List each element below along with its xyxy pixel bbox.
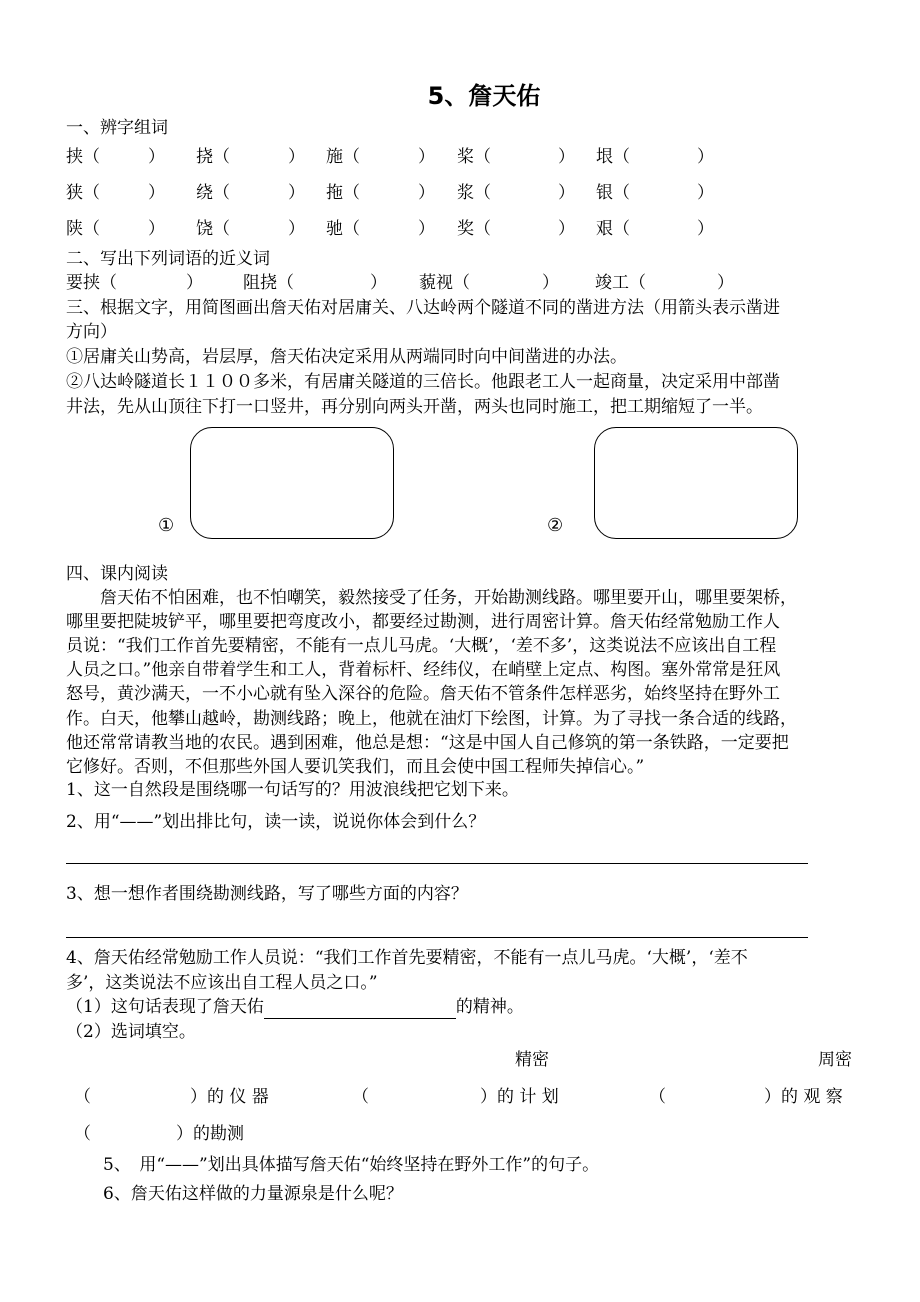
question-4-sub1 (66, 995, 524, 1019)
synonym-item[interactable]: 要挟（ (66, 273, 117, 293)
synonym-item-close: ） (542, 273, 559, 293)
char-cell-close: ） (558, 183, 575, 203)
char-cell[interactable]: 挠（ (196, 147, 230, 167)
synonym-item-close: ） (717, 273, 734, 293)
passage-line: 詹天佑不怕困难，也不怕嘲笑，毅然接受了任务，开始勘测线路。哪里要开山，哪里要架桥， (66, 588, 797, 608)
fill-blank-4-close: ）的勘测 (176, 1124, 244, 1144)
tunnel-point-2-cont: 井法，先从山顶往下打一口竖井，再分别向两头开凿，两头也同时施工，把工期缩短了一半。 (66, 397, 763, 417)
tunnel-point-2: ②八达岭隧道长１１００多米，有居庸关隧道的三倍长。他跟老工人一起商量，决定采用中部凿 (66, 372, 780, 392)
answer-line-2[interactable] (66, 863, 808, 864)
synonym-item[interactable]: 竣工（ (595, 273, 646, 293)
spirit-answer-blank[interactable] (264, 1000, 456, 1019)
passage-line: 人员之口。”他亲自带着学生和工人，背着标杆、经纬仪，在峭壁上定点、构图。塞外常常是狂风 (66, 660, 781, 681)
char-cell[interactable]: 施（ (326, 147, 360, 167)
char-cell-close: ） (697, 219, 714, 239)
drawing-box-2[interactable] (594, 427, 798, 539)
passage-line: 他还常常请教当地的农民。遇到困难，他总是想：“这是中国人自己修筑的第一条铁路，一定要把 (66, 732, 789, 753)
fill-blank-3-close: ）的 观 察 (764, 1087, 843, 1107)
question-3: 3、想一想作者围绕勘测线路，写了哪些方面的内容？ (66, 884, 468, 904)
synonym-item-close: ） (186, 273, 203, 293)
char-cell-close: ） (148, 147, 165, 167)
fill-blank-1-open[interactable]: （ (74, 1087, 91, 1107)
passage-line: 怒号，黄沙满天，一不小心就有坠入深谷的危险。詹天佑不管条件怎样恶劣，始终坚持在野外工 (66, 684, 780, 705)
section1-heading: 一、辨字组词 (66, 118, 168, 138)
char-cell[interactable]: 绕（ (196, 183, 230, 203)
fill-blank-1-close: ）的 仪 器 (190, 1087, 269, 1107)
section2-heading: 二、写出下列词语的近义词 (66, 249, 270, 269)
char-cell-close: ） (418, 147, 435, 167)
char-cell[interactable]: 奖（ (457, 219, 491, 239)
char-cell[interactable]: 浆（ (457, 183, 491, 203)
question-4-sub1-prefix: （1）这句话表现了詹天佑 (66, 997, 264, 1017)
synonym-item-close: ） (370, 273, 387, 293)
char-cell-close: ） (288, 219, 305, 239)
section3-heading: 三、根据文字，用简图画出詹天佑对居庸关、八达岭两个隧道不同的凿进方法（用箭头表示凿进 (66, 298, 780, 318)
char-cell[interactable]: 陕（ (66, 219, 100, 239)
word-option-2: 周密 (818, 1050, 852, 1070)
fill-blank-2-open[interactable]: （ (352, 1087, 369, 1107)
tunnel-point-1: ①居庸关山势高，岩层厚，詹天佑决定采用从两端同时向中间凿进的办法。 (66, 347, 627, 367)
char-cell-close: ） (418, 219, 435, 239)
question-4-cont: 多’，这类说法不应该出自工程人员之口。” (66, 973, 378, 993)
section4-heading: 四、课内阅读 (66, 564, 168, 584)
drawing-box-2-label: ② (547, 515, 564, 536)
page-title: 5、詹天佑 (427, 82, 541, 110)
char-cell-close: ） (697, 147, 714, 167)
drawing-box-1[interactable] (190, 427, 394, 539)
passage-line: 它修好。否则，不但那些外国人要讥笑我们，而且会使中国工程师失掉信心。” (66, 756, 645, 777)
char-cell[interactable]: 狭（ (66, 183, 100, 203)
question-4-sub2: （2）选词填空。 (66, 1022, 196, 1042)
question-4-sub1-suffix: 的精神。 (455, 997, 524, 1017)
synonym-item[interactable]: 藐视（ (419, 273, 470, 293)
char-cell[interactable]: 垠（ (596, 147, 630, 167)
char-cell-close: ） (558, 147, 575, 167)
fill-blank-3-open[interactable]: （ (649, 1087, 666, 1107)
question-6: 6、詹天佑这样做的力量源泉是什么呢？ (103, 1184, 403, 1204)
char-cell[interactable]: 挟（ (66, 147, 100, 167)
passage-line: 哪里要把陡坡铲平，哪里要把弯度改小，都要经过勘测，进行周密计算。詹天佑经常勉励工作人 (66, 612, 780, 633)
char-cell[interactable]: 驰（ (326, 219, 360, 239)
answer-line-3[interactable] (66, 937, 808, 938)
char-cell-close: ） (697, 183, 714, 203)
char-cell[interactable]: 艰（ (596, 219, 630, 239)
char-cell-close: ） (288, 147, 305, 167)
section3-heading-cont: 方向） (66, 322, 117, 342)
drawing-box-1-label: ① (158, 515, 175, 536)
char-cell[interactable]: 银（ (596, 183, 630, 203)
char-cell[interactable]: 桨（ (457, 147, 491, 167)
char-cell-close: ） (418, 183, 435, 203)
synonym-item[interactable]: 阻挠（ (243, 273, 294, 293)
passage-line: 员说：“我们工作首先要精密，不能有一点儿马虎。‘大概’，‘差不多’，这类说法不应该出自工程 (66, 636, 777, 657)
question-1: 1、这一自然段是围绕哪一句话写的？用波浪线把它划下来。 (66, 780, 519, 800)
passage-line: 作。白天，他攀山越岭，勘测线路；晚上，他就在油灯下绘图，计算。为了寻找一条合适的线路， (66, 708, 797, 729)
char-cell-close: ） (288, 183, 305, 203)
question-2: 2、用“——”划出排比句，读一读，说说你体会到什么？ (66, 812, 486, 832)
char-cell-close: ） (148, 183, 165, 203)
char-cell-close: ） (148, 219, 165, 239)
question-5: 5、 用“——”划出具体描写詹天佑“始终坚持在野外工作”的句子。 (103, 1155, 600, 1175)
fill-blank-2-close: ）的 计 划 (480, 1087, 559, 1107)
word-option-1: 精密 (515, 1050, 549, 1070)
char-cell[interactable]: 饶（ (196, 219, 230, 239)
question-4: 4、詹天佑经常勉励工作人员说：“我们工作首先要精密，不能有一点儿马虎。‘大概’，‘差不 (66, 948, 748, 968)
char-cell-close: ） (558, 219, 575, 239)
char-cell[interactable]: 拖（ (326, 183, 360, 203)
fill-blank-4-open[interactable]: （ (74, 1124, 91, 1144)
